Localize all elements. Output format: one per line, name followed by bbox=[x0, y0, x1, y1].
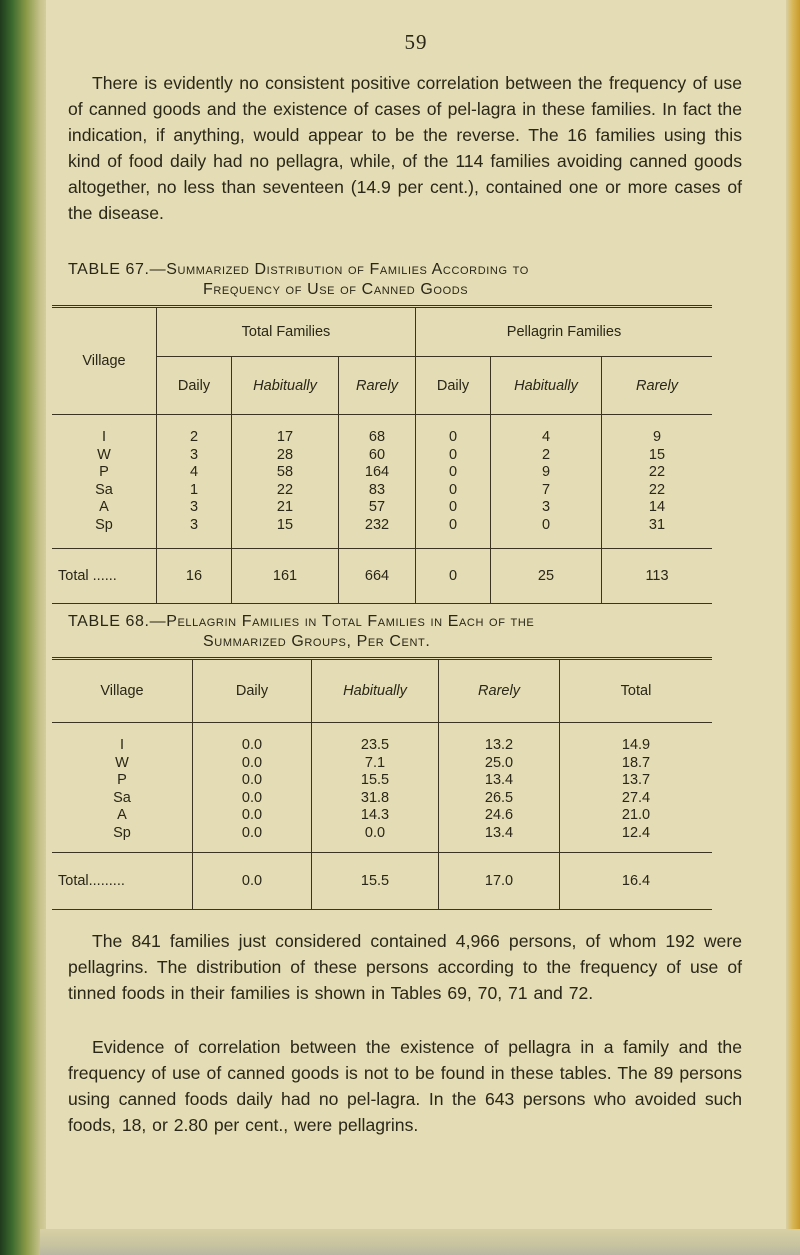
table-68-header-village: Village bbox=[100, 683, 144, 699]
table-67-total-rarely-values: 68 60 164 83 57 232 bbox=[339, 415, 416, 549]
table-67-pell-daily-values: 0 0 0 0 0 0 bbox=[416, 415, 491, 549]
table-68-title-line1: —Pellagrin Families in Total Families in Each of the bbox=[149, 613, 535, 630]
table-67-header-total-rarely: Rarely bbox=[339, 357, 416, 415]
table-67 bbox=[52, 305, 712, 604]
table-67-header-village: Village bbox=[82, 353, 126, 369]
table-67-total-habitually-values: 17 28 58 22 21 15 bbox=[232, 415, 339, 549]
table-68-header-daily: Daily bbox=[193, 659, 312, 723]
table-68-daily-values: 0.0 0.0 0.0 0.0 0.0 0.0 bbox=[193, 723, 312, 853]
paragraph-3: Evidence of correlation between the existence of pellagra in a family and the frequency of use of canned goods is not to be found in these tables. The 89 persons using canned foods daily had no pel-lagra. In the 643 persons who avoided such foods, 18, or 2.80 per cent., were pellagrins. bbox=[68, 1037, 742, 1135]
table-67-total-cell: 16 bbox=[157, 549, 232, 604]
table-67-pell-rarely-values: 9 15 22 22 14 31 bbox=[602, 415, 713, 549]
page-right-edge bbox=[786, 0, 800, 1255]
table-68-label: TABLE 68. bbox=[68, 613, 150, 630]
page-number: 59 bbox=[404, 30, 428, 54]
table-67-header-pell-habitually: Habitually bbox=[491, 357, 602, 415]
book-page bbox=[46, 0, 786, 1255]
table-68-total-cell: 15.5 bbox=[312, 853, 439, 910]
table-67-header-total-daily: Daily bbox=[157, 357, 232, 415]
table-67-total-cell: 161 bbox=[232, 549, 339, 604]
table-67-header-total-habitually: Habitually bbox=[232, 357, 339, 415]
table-68-total-cell: 0.0 bbox=[193, 853, 312, 910]
table-68-caption bbox=[68, 612, 748, 652]
table-67-header-total-families: Total Families bbox=[157, 307, 416, 357]
table-67-total-label: Total ...... bbox=[58, 568, 117, 584]
table-67-header-pell-daily: Daily bbox=[416, 357, 491, 415]
table-68-header-habitually: Habitually bbox=[312, 659, 439, 723]
table-67-total-daily-values: 2 3 4 1 3 3 bbox=[157, 415, 232, 549]
table-68-header-total: Total bbox=[560, 659, 713, 723]
table-68-villages: I W P Sa A Sp bbox=[113, 737, 131, 841]
table-67-total-cell: 664 bbox=[339, 549, 416, 604]
table-68 bbox=[52, 657, 712, 910]
table-68-header-rarely: Rarely bbox=[439, 659, 560, 723]
table-68-title-line2: Summarized Groups, Per Cent. bbox=[203, 633, 431, 650]
table-67-total-cell: 113 bbox=[602, 549, 713, 604]
table-67-title-line1: —Summarized Distribution of Families According to bbox=[149, 261, 529, 278]
table-67-header-pellagrin-families: Pellagrin Families bbox=[416, 307, 713, 357]
table-67-caption bbox=[68, 260, 748, 300]
table-67-pell-habitually-values: 4 2 9 7 3 0 bbox=[491, 415, 602, 549]
paragraph-2: The 841 families just considered contained 4,966 persons, of whom 192 were pellagrins. The distribution of these persons according to the frequency of use of tinned foods in their families is shown in Tables 69, 70, 71 and 72. bbox=[68, 931, 742, 1003]
table-67-villages: I W P Sa A Sp bbox=[95, 429, 113, 533]
table-67-title-line2: Frequency of Use of Canned Goods bbox=[203, 281, 469, 298]
table-67-total-cell: 25 bbox=[491, 549, 602, 604]
table-67-header-pell-rarely: Rarely bbox=[602, 357, 713, 415]
table-67-total-cell: 0 bbox=[416, 549, 491, 604]
table-68-habitually-values: 23.5 7.1 15.5 31.8 14.3 0.0 bbox=[312, 723, 439, 853]
table-68-total-cell: 17.0 bbox=[439, 853, 560, 910]
page-bottom-edge bbox=[40, 1229, 800, 1255]
paragraph-1: There is evidently no consistent positive correlation between the frequency of use of canned goods and the existence of cases of pel-lagra in these families. In fact the indication, if anything, would appear to be the reverse. The 16 families using this kind of food daily had no pellagra, while, of the 114 families avoiding canned goods altogether, no less than seventeen (14.9 per cent.), contained one or more cases of the disease. bbox=[68, 73, 742, 223]
table-68-total-values: 14.9 18.7 13.7 27.4 21.0 12.4 bbox=[560, 723, 713, 853]
table-68-total-label: Total......... bbox=[58, 873, 125, 889]
book-binding-edge bbox=[0, 0, 48, 1255]
table-67-label: TABLE 67. bbox=[68, 261, 150, 278]
table-68-rarely-values: 13.2 25.0 13.4 26.5 24.6 13.4 bbox=[439, 723, 560, 853]
table-68-total-cell: 16.4 bbox=[560, 853, 713, 910]
